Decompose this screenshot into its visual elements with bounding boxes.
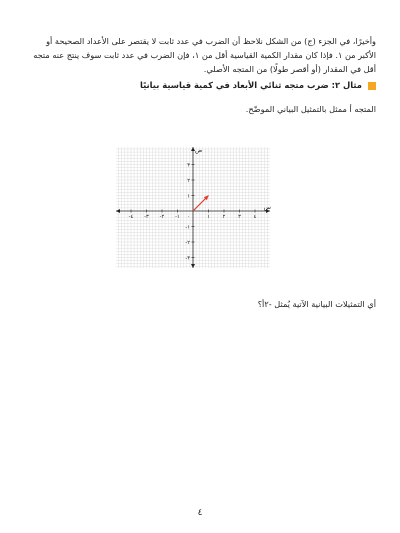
example-title: مثال ٢: ضرب متجه ثنائي الأبعاد في كمية قياسية بيانيًا (139, 80, 362, 90)
y-tick-label: ١ (187, 193, 190, 200)
graph-axes (116, 147, 270, 268)
example-heading (24, 78, 376, 92)
x-tick-label: -١ (175, 214, 180, 220)
x-axis-arrow-left-icon (116, 209, 120, 213)
intro-paragraph: وأخيرًا، في الجزء (ج) من الشكل نلاحظ أن الضرب في عدد ثابت لا يقتصر على الأعداد الصحيحة أو الأكبر من ١. فإذا كان مقدار الكمية القياسية أقل من ١، فإن الضرب في عدد ثابت سوف ينتج عنه متجه أقل في المقدار (أو أقصر طولًا) من المتجه الأصلي. (33, 36, 376, 74)
x-tick-label: ٤ (253, 214, 257, 220)
origin-label: ٠ (187, 214, 190, 220)
question-text: أي التمثيلات البيانية الآتية يُمثل -٢أ؟ (257, 299, 376, 309)
coordinate-graph (112, 145, 274, 270)
x-tick-label: -٣ (144, 214, 149, 220)
vector-a (193, 196, 209, 212)
page-number: ٤ (197, 508, 203, 518)
y-tick-label: ٢ (187, 177, 190, 184)
y-axis-arrow-down-icon (191, 264, 195, 268)
x-tick-label: ٢ (222, 214, 226, 220)
y-tick-label: -١ (185, 224, 190, 231)
x-tick-label: ٣ (238, 214, 241, 220)
x-axis-label: س (263, 204, 271, 211)
y-axis-label: ص (195, 147, 203, 154)
x-tick-label: ١ (207, 214, 210, 220)
y-tick-label: ٣ (187, 162, 190, 169)
x-tick-label: -٤ (128, 214, 134, 220)
x-tick-label: -٢ (159, 214, 165, 220)
y-tick-label: -٢ (185, 239, 190, 246)
orange-bullet-icon (368, 82, 376, 90)
y-tick-label: -٣ (185, 255, 190, 262)
vector-description: المتجه أ ممثل بالتمثيل البياني الموضّح. (245, 104, 376, 114)
